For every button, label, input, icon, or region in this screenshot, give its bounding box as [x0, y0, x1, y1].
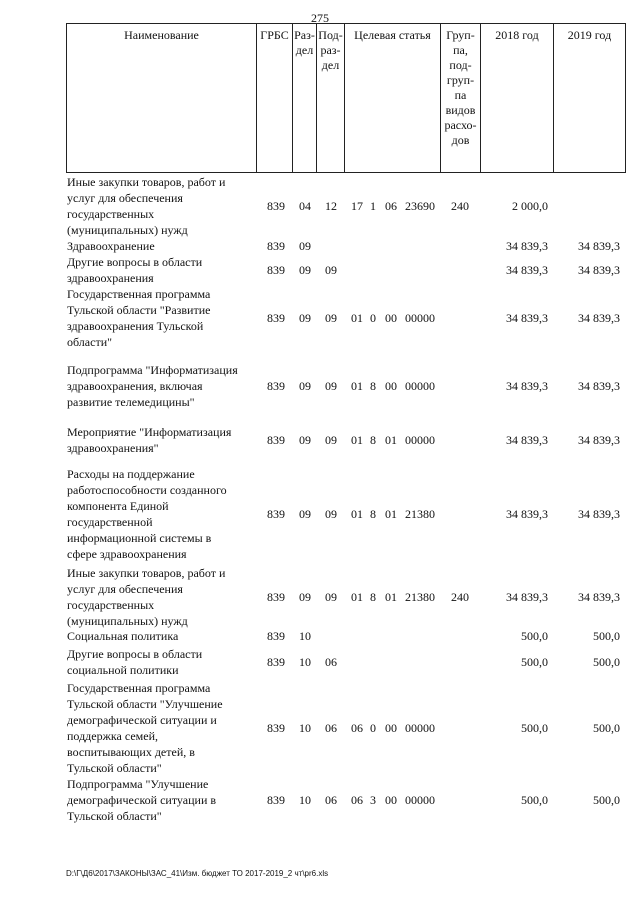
cell-razdel: 09 — [299, 433, 311, 447]
cell-target-event: 00 — [385, 793, 397, 807]
cell-target-direction: 00000 — [405, 433, 435, 447]
cell-2019: 500,0 — [593, 655, 620, 669]
cell-2018: 500,0 — [521, 629, 548, 643]
cell-name: Другие вопросы в области здравоохранения — [67, 255, 203, 285]
cell-grbs: 839 — [267, 199, 285, 213]
cell-2019: 34 839,3 — [578, 263, 620, 277]
cell-target-program: 06 — [351, 793, 363, 807]
cell-target-program: 01 — [351, 311, 363, 325]
cell-target-subprogram: 8 — [370, 433, 376, 447]
cell-podrazdel: 09 — [325, 433, 337, 447]
cell-razdel: 10 — [299, 721, 311, 735]
cell-razdel: 10 — [299, 793, 311, 807]
cell-target-program: 17 — [351, 199, 363, 213]
cell-podrazdel: 06 — [325, 793, 337, 807]
cell-2019: 34 839,3 — [578, 311, 620, 325]
cell-target-direction: 00000 — [405, 379, 435, 393]
header-razdel: Раз- дел — [292, 24, 316, 172]
cell-2018: 500,0 — [521, 793, 548, 807]
cell-2019: 34 839,3 — [578, 433, 620, 447]
cell-razdel: 09 — [299, 239, 311, 253]
cell-grbs: 839 — [267, 590, 285, 604]
cell-target-subprogram: 8 — [370, 379, 376, 393]
cell-2019: 34 839,3 — [578, 590, 620, 604]
cell-grbs: 839 — [267, 263, 285, 277]
cell-2018: 34 839,3 — [506, 379, 548, 393]
cell-razdel: 09 — [299, 507, 311, 521]
header-podrazdel: Под- раз- дел — [316, 24, 344, 172]
cell-target-event: 00 — [385, 379, 397, 393]
cell-2019: 34 839,3 — [578, 507, 620, 521]
cell-2018: 34 839,3 — [506, 239, 548, 253]
cell-name: Иные закупки товаров, работ и услуг для обеспечения государственных (муниципальных) нужд — [67, 175, 226, 237]
header-grbs: ГРБС — [256, 24, 292, 172]
cell-target-direction: 23690 — [405, 199, 435, 213]
cell-target-subprogram: 0 — [370, 721, 376, 735]
cell-razdel: 10 — [299, 655, 311, 669]
cell-target-event: 01 — [385, 507, 397, 521]
cell-2019: 500,0 — [593, 793, 620, 807]
cell-razdel: 10 — [299, 629, 311, 643]
table-header — [66, 23, 626, 173]
cell-target-event: 01 — [385, 590, 397, 604]
cell-target-event: 00 — [385, 311, 397, 325]
cell-grbs: 839 — [267, 793, 285, 807]
cell-2018: 34 839,3 — [506, 590, 548, 604]
cell-name: Иные закупки товаров, работ и услуг для обеспечения государственных (муниципальных) нужд — [67, 566, 226, 628]
cell-target-subprogram: 8 — [370, 590, 376, 604]
cell-grbs: 839 — [267, 433, 285, 447]
cell-2018: 34 839,3 — [506, 263, 548, 277]
cell-name: Мероприятие "Информатизация здравоохранения" — [67, 425, 232, 455]
cell-name: Социальная политика — [67, 629, 179, 643]
cell-target-direction: 21380 — [405, 590, 435, 604]
cell-razdel: 09 — [299, 311, 311, 325]
cell-target-subprogram: 8 — [370, 507, 376, 521]
cell-target-program: 01 — [351, 433, 363, 447]
cell-name: Здравоохранение — [67, 239, 155, 253]
cell-2018: 34 839,3 — [506, 433, 548, 447]
page-number: 275 — [311, 11, 329, 25]
cell-target-direction: 21380 — [405, 507, 435, 521]
cell-razdel: 09 — [299, 263, 311, 277]
cell-2019: 34 839,3 — [578, 239, 620, 253]
cell-grbs: 839 — [267, 239, 285, 253]
cell-podrazdel: 06 — [325, 655, 337, 669]
cell-2019: 500,0 — [593, 629, 620, 643]
cell-podrazdel: 09 — [325, 379, 337, 393]
cell-podrazdel: 12 — [325, 199, 337, 213]
cell-2018: 34 839,3 — [506, 507, 548, 521]
file-path-footer: D:\Г\Д6\2017\ЗАКОНЫ\ЗАС_41\Изм. бюджет ТО 2017-2019_2 чт\pr6.xls — [66, 869, 329, 878]
cell-name: Подпрограмма "Улучшение демографической ситуации в Тульской области" — [67, 777, 217, 823]
cell-expense-group: 240 — [451, 199, 469, 213]
cell-podrazdel: 06 — [325, 721, 337, 735]
cell-podrazdel: 09 — [325, 507, 337, 521]
cell-target-direction: 00000 — [405, 721, 435, 735]
cell-target-subprogram: 0 — [370, 311, 376, 325]
cell-target-direction: 00000 — [405, 311, 435, 325]
cell-2019: 500,0 — [593, 721, 620, 735]
header-2019: 2019 год — [553, 24, 626, 172]
cell-name: Государственная программа Тульской области "Развитие здравоохранения Тульской области" — [67, 287, 211, 349]
cell-target-event: 01 — [385, 433, 397, 447]
header-2018: 2018 год — [480, 24, 553, 172]
cell-name: Другие вопросы в области социальной политики — [67, 647, 203, 677]
cell-2018: 2 000,0 — [512, 199, 548, 213]
cell-target-program: 01 — [351, 507, 363, 521]
cell-name: Расходы на поддержание работоспособности созданного компонента Единой государственной информационной системы в сфере здравоохранения — [67, 467, 227, 561]
header-name: Наименование — [66, 24, 256, 172]
cell-grbs: 839 — [267, 507, 285, 521]
cell-podrazdel: 09 — [325, 590, 337, 604]
cell-podrazdel: 09 — [325, 263, 337, 277]
cell-target-direction: 00000 — [405, 793, 435, 807]
cell-grbs: 839 — [267, 311, 285, 325]
cell-razdel: 09 — [299, 379, 311, 393]
cell-target-program: 01 — [351, 379, 363, 393]
cell-razdel: 09 — [299, 590, 311, 604]
cell-2018: 34 839,3 — [506, 311, 548, 325]
cell-expense-group: 240 — [451, 590, 469, 604]
cell-name: Подпрограмма "Информатизация здравоохранения, включая развитие телемедицины" — [67, 363, 238, 409]
cell-target-subprogram: 3 — [370, 793, 376, 807]
header-target-article: Целевая статья — [344, 24, 440, 172]
cell-target-program: 01 — [351, 590, 363, 604]
cell-grbs: 839 — [267, 655, 285, 669]
cell-podrazdel: 09 — [325, 311, 337, 325]
cell-2019: 34 839,3 — [578, 379, 620, 393]
cell-razdel: 04 — [299, 199, 311, 213]
cell-target-event: 00 — [385, 721, 397, 735]
cell-target-subprogram: 1 — [370, 199, 376, 213]
cell-target-event: 06 — [385, 199, 397, 213]
cell-grbs: 839 — [267, 721, 285, 735]
cell-2018: 500,0 — [521, 721, 548, 735]
cell-2018: 500,0 — [521, 655, 548, 669]
cell-target-program: 06 — [351, 721, 363, 735]
header-expense-group: Груп- па, под- груп- па видов расхо- дов — [440, 24, 480, 172]
cell-grbs: 839 — [267, 379, 285, 393]
cell-grbs: 839 — [267, 629, 285, 643]
cell-name: Государственная программа Тульской области "Улучшение демографической ситуации и поддержка семей, воспитывающих детей, в Тульской области" — [67, 681, 223, 775]
